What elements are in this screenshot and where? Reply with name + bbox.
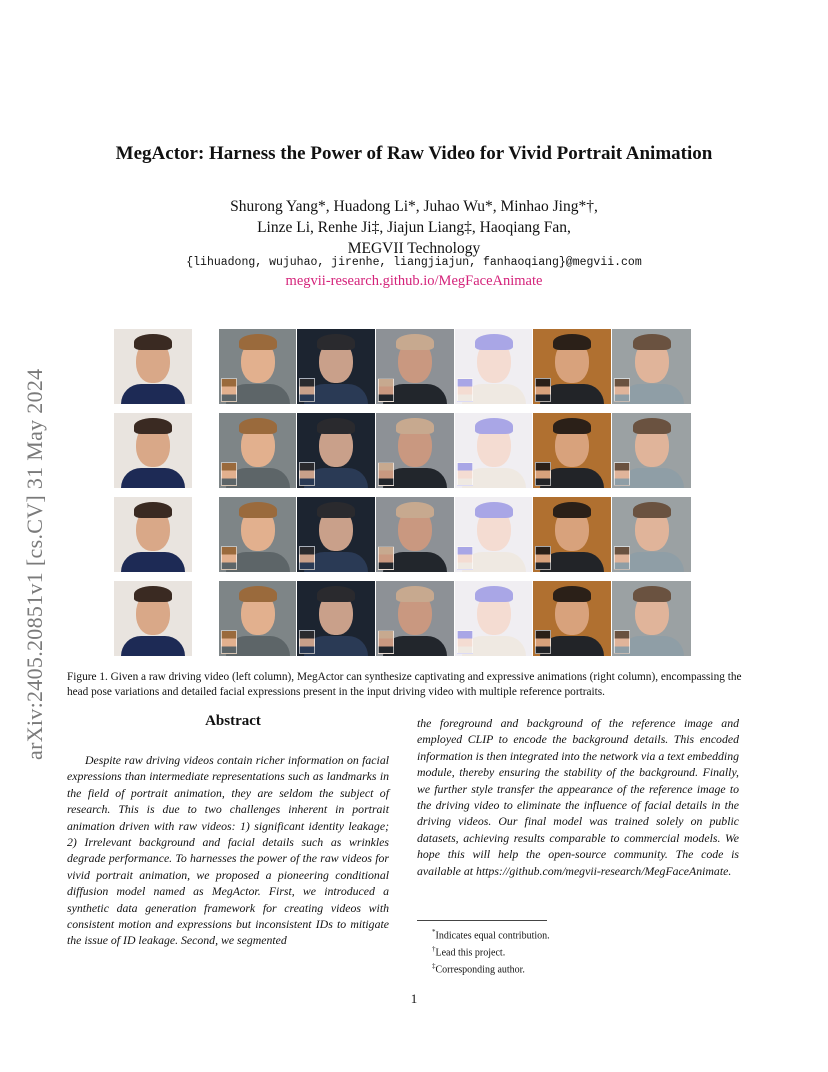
reference-thumbnail bbox=[457, 462, 473, 486]
animated-frame bbox=[455, 329, 532, 404]
figure-1-image-grid bbox=[114, 329, 691, 658]
abstract-text-left: Despite raw driving videos contain richer information on facial expressions than intermediate representations such as landmarks in the field of portrait animation, they are seldom the subject of research. This is due to two challenges inherent in portrait animation driven with raw videos: 1) significant identity leakage; 2) Irrelevant background and facial details such as wrinkles degrade performance. To harnesses the power of the raw videos for vivid portrait animation, we proposed a pioneering conditional diffusion model named as MegActor. First, we introduced a synthetic data generation framework for creating videos with consistent motion and expressions but inconsistent IDs to mitigate the issue of ID leakage. Second, we segmented bbox=[67, 753, 389, 948]
reference-thumbnail bbox=[299, 630, 315, 654]
authors-line-2: Linze Li, Renhe Ji‡, Jiajun Liang‡, Haoqiang Fan, bbox=[257, 219, 571, 236]
animated-frame bbox=[612, 413, 691, 488]
reference-thumbnail bbox=[378, 378, 394, 402]
reference-thumbnail bbox=[614, 378, 630, 402]
author-block bbox=[0, 196, 828, 259]
animated-frame bbox=[376, 329, 454, 404]
figure-row bbox=[114, 581, 691, 656]
arxiv-identifier: arXiv:2405.20851v1 [cs.CV] 31 May 2024 bbox=[22, 368, 47, 760]
animated-frame bbox=[219, 329, 296, 404]
animated-frame bbox=[219, 413, 296, 488]
driving-frame bbox=[114, 329, 192, 404]
paper-title: MegActor: Harness the Power of Raw Video for Vivid Portrait Animation bbox=[115, 143, 713, 164]
affiliation: MEGVII Technology bbox=[347, 240, 481, 257]
reference-thumbnail bbox=[614, 630, 630, 654]
authors-line-1: Shurong Yang*, Huadong Li*, Juhao Wu*, Minhao Jing*†, bbox=[230, 198, 598, 215]
reference-thumbnail bbox=[457, 378, 473, 402]
animated-frame bbox=[297, 581, 375, 656]
reference-thumbnail bbox=[614, 546, 630, 570]
animated-frame bbox=[297, 329, 375, 404]
animated-frame bbox=[376, 413, 454, 488]
driving-frame bbox=[114, 497, 192, 572]
reference-thumbnail bbox=[378, 630, 394, 654]
author-emails: {lihuadong, wujuhao, jirenhe, liangjiajun, fanhaoqiang}@megvii.com bbox=[186, 256, 642, 269]
project-link[interactable]: megvii-research.github.io/MegFaceAnimate bbox=[285, 273, 543, 289]
reference-thumbnail bbox=[221, 462, 237, 486]
reference-thumbnail bbox=[221, 378, 237, 402]
animated-frame bbox=[533, 581, 611, 656]
reference-thumbnail bbox=[457, 630, 473, 654]
animated-frame bbox=[612, 581, 691, 656]
animated-frame bbox=[219, 581, 296, 656]
figure-caption: Figure 1. Given a raw driving video (left column), MegActor can synthesize captivating and expressive animations (right column), encompassing the head pose variations and detailed facial expressions present in the input driving video with multiple reference portraits. bbox=[67, 671, 742, 698]
abstract-heading: Abstract bbox=[205, 713, 261, 729]
reference-thumbnail bbox=[221, 546, 237, 570]
animated-frame bbox=[533, 497, 611, 572]
animated-frame bbox=[455, 413, 532, 488]
reference-thumbnail bbox=[535, 630, 551, 654]
figure-row bbox=[114, 497, 691, 572]
driving-frame bbox=[114, 413, 192, 488]
animated-frame bbox=[612, 329, 691, 404]
driving-frame bbox=[114, 581, 192, 656]
animated-frame bbox=[376, 497, 454, 572]
reference-thumbnail bbox=[378, 462, 394, 486]
reference-thumbnail bbox=[221, 630, 237, 654]
animated-frame bbox=[533, 329, 611, 404]
footnote-item: †Lead this project. bbox=[432, 944, 506, 959]
page-number: 1 bbox=[410, 991, 418, 1006]
animated-frame bbox=[455, 581, 532, 656]
abstract-text-right: the foreground and background of the reference image and employed CLIP to encode the background details. This encoded information is then integrated into the network via a text embedding module, thereby ensuring the stability of the background. Finally, we further style transfer the appearance of the reference image to the driving video to eliminate the influence of facial details in the driving videos. Our final model was trained solely on public datasets, achieving results comparable to commercial models. We hope this will help the open-source community. The code is available at https://github.com/megvii-research/MegFaceAnimate. bbox=[417, 716, 739, 878]
figure-row bbox=[114, 413, 691, 488]
animated-frame bbox=[376, 581, 454, 656]
footnotes bbox=[432, 926, 550, 976]
animated-frame bbox=[297, 497, 375, 572]
reference-thumbnail bbox=[378, 546, 394, 570]
reference-thumbnail bbox=[299, 546, 315, 570]
figure-row bbox=[114, 329, 691, 404]
animated-frame bbox=[533, 413, 611, 488]
reference-thumbnail bbox=[299, 378, 315, 402]
animated-frame bbox=[219, 497, 296, 572]
animated-frame bbox=[455, 497, 532, 572]
footnote-divider bbox=[417, 920, 547, 921]
footnote-item: *Indicates equal contribution. bbox=[432, 928, 550, 942]
reference-thumbnail bbox=[535, 546, 551, 570]
reference-thumbnail bbox=[299, 462, 315, 486]
reference-thumbnail bbox=[535, 462, 551, 486]
animated-frame bbox=[297, 413, 375, 488]
reference-thumbnail bbox=[457, 546, 473, 570]
reference-thumbnail bbox=[535, 378, 551, 402]
animated-frame bbox=[612, 497, 691, 572]
reference-thumbnail bbox=[614, 462, 630, 486]
footnote-item: ‡Corresponding author. bbox=[432, 961, 525, 975]
